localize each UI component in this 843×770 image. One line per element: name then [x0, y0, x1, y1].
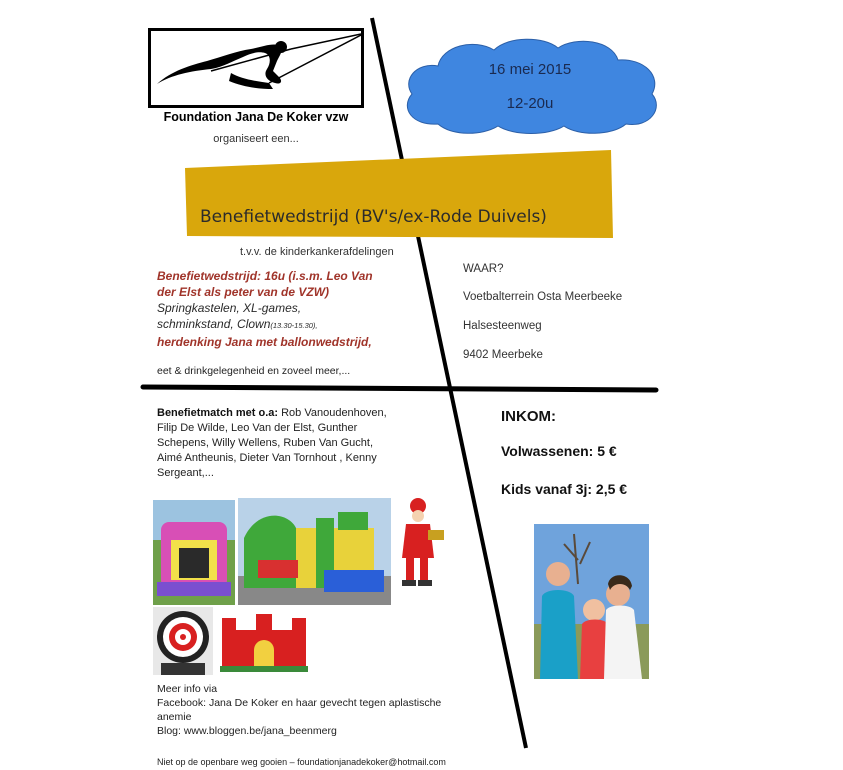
logo-box [148, 28, 364, 108]
match-line-3: Schepens, Willy Wellens, Ruben Van Gucht, [157, 437, 374, 449]
program-line-3: Springkastelen, XL-games, [157, 301, 302, 315]
footer-note: Niet op de openbare weg gooien – foundationjanadekoker@hotmail.com [157, 757, 446, 767]
clown-hours: (13.30-15.30), [270, 321, 318, 330]
match-line-4: Aimé Antheunis, Dieter Van Tornhout , Kenny [157, 452, 377, 464]
program-line-2: der Elst als peter van de VZW) [157, 285, 330, 299]
crocodile-castle-photo [238, 498, 391, 605]
match-intro: Benefietmatch met o.a: [157, 407, 279, 419]
info-block [157, 682, 497, 738]
location-header: WAAR? [463, 263, 504, 275]
inkom-title: INKOM: [501, 408, 556, 425]
event-time: 12-20u [506, 95, 554, 112]
match-line-1 [157, 406, 417, 421]
foundation-title: Foundation Jana De Koker vzw [163, 110, 349, 124]
intro-line: organiseert een... [213, 133, 299, 145]
info-blog: Blog: www.bloggen.be/jana_beenmerg [157, 725, 337, 737]
program-line-6: eet & drinkgelegenheid en zoveel meer,... [157, 365, 351, 377]
program-line-4-text: schminkstand, Clown [157, 317, 271, 331]
program-line-4 [157, 316, 397, 334]
program-block [157, 268, 397, 350]
program-line-1: Benefietwedstrijd: 16u (i.s.m. Leo Van [157, 269, 373, 283]
program-line-5: herdenking Jana met ballonwedstrijd, [157, 335, 372, 349]
location-street: Halsesteenweg [463, 320, 542, 332]
match-block [157, 406, 417, 481]
info-facebook-1: Facebook: Jana De Koker en haar gevecht tegen aplastische [157, 697, 442, 709]
info-header: Meer info via [157, 683, 218, 695]
clown-photo [398, 494, 450, 588]
bouncy-castle-photo [153, 500, 235, 605]
event-date: 16 mei 2015 [488, 61, 572, 78]
info-facebook-2: anemie [157, 711, 192, 723]
inkom-adults: Volwassenen: 5 € [501, 443, 617, 459]
swing-figure-icon [151, 31, 361, 105]
inkom-kids: Kids vanaf 3j: 2,5 € [501, 481, 628, 497]
dartboard-photo [153, 607, 213, 675]
location-venue: Voetbalterrein Osta Meerbeeke [463, 291, 623, 303]
match-first-name: Rob Vanoudenhoven, [281, 407, 387, 419]
location-city: 9402 Meerbeke [463, 349, 543, 361]
date-cloud [398, 36, 664, 136]
beneficiary-line: t.v.v. de kinderkankerafdelingen [240, 246, 394, 258]
match-line-2: Filip De Wilde, Leo Van der Elst, Gunther [157, 422, 358, 434]
banner-title: Benefietwedstrijd (BV's/ex-Rode Duivels) [200, 207, 547, 227]
match-line-5: Sergeant,... [157, 467, 214, 479]
castle-photo [216, 612, 311, 674]
family-photo [534, 524, 649, 679]
